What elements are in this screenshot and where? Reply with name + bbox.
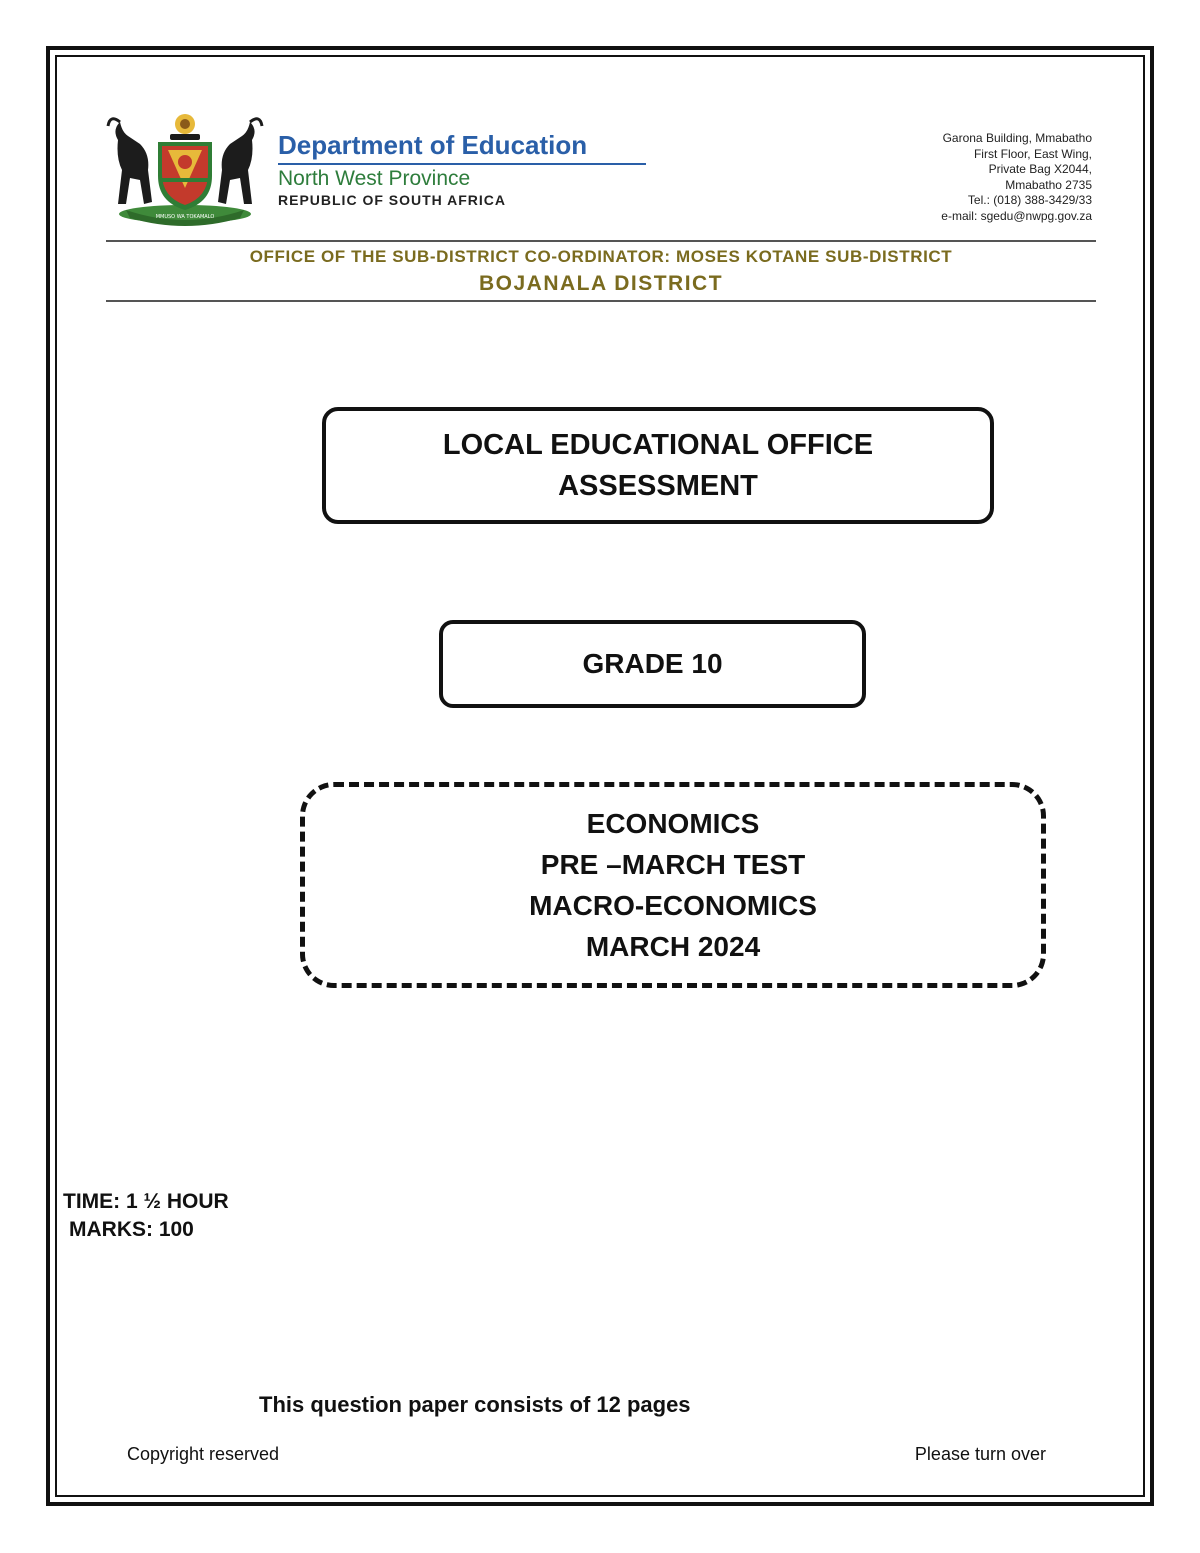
turn-over-notice: Please turn over xyxy=(914,1444,1046,1464)
address-line: Garona Building, Mmabatho xyxy=(942,131,1092,145)
subject-line: PRE –MARCH TEST xyxy=(540,849,806,880)
assessment-title-line: ASSESSMENT xyxy=(558,469,758,502)
office-heading: OFFICE OF THE SUB-DISTRICT CO-ORDINATOR: MOSES KOTANE SUB-DISTRICT xyxy=(249,247,953,266)
address-line: e-mail: sgedu@nwpg.gov.za xyxy=(941,208,1092,223)
header-divider-top xyxy=(106,240,1096,242)
grade-box xyxy=(439,620,866,708)
header-divider-bottom xyxy=(106,300,1096,302)
page-count-note: This question paper consists of 12 pages xyxy=(259,1392,691,1417)
subject-line: ECONOMICS xyxy=(586,808,760,839)
address-line: Mmabatho 2735 xyxy=(1005,177,1092,192)
address-line: First Floor, East Wing, xyxy=(973,146,1092,161)
subject-line: MARCH 2024 xyxy=(585,931,761,962)
republic-name: REPUBLIC OF SOUTH AFRICA xyxy=(278,192,507,208)
exam-marks: MARKS: 100 xyxy=(69,1218,194,1241)
address-line: Private Bag X2044, xyxy=(988,162,1092,176)
crest-motto: MMUSO WA TOKAMALO xyxy=(155,214,215,220)
grade-label: GRADE 10 xyxy=(582,648,723,679)
assessment-title-box xyxy=(322,407,994,524)
department-title-underline xyxy=(278,163,646,165)
exam-info xyxy=(63,1188,229,1244)
assessment-title-line: LOCAL EDUCATIONAL OFFICE xyxy=(442,428,874,461)
copyright-notice: Copyright reserved xyxy=(127,1444,280,1464)
district-heading: BOJANALA DISTRICT xyxy=(478,272,724,295)
subject-line: MACRO-ECONOMICS xyxy=(529,890,817,921)
department-title: Department of Education xyxy=(278,130,588,160)
office-address xyxy=(941,131,1092,224)
province-name: North West Province xyxy=(278,167,471,190)
coat-of-arms-icon xyxy=(106,110,264,226)
address-line: Tel.: (018) 388-3429/33 xyxy=(967,193,1092,207)
subject-box xyxy=(300,782,1046,988)
exam-time: TIME: 1 ½ HOUR xyxy=(63,1190,229,1213)
